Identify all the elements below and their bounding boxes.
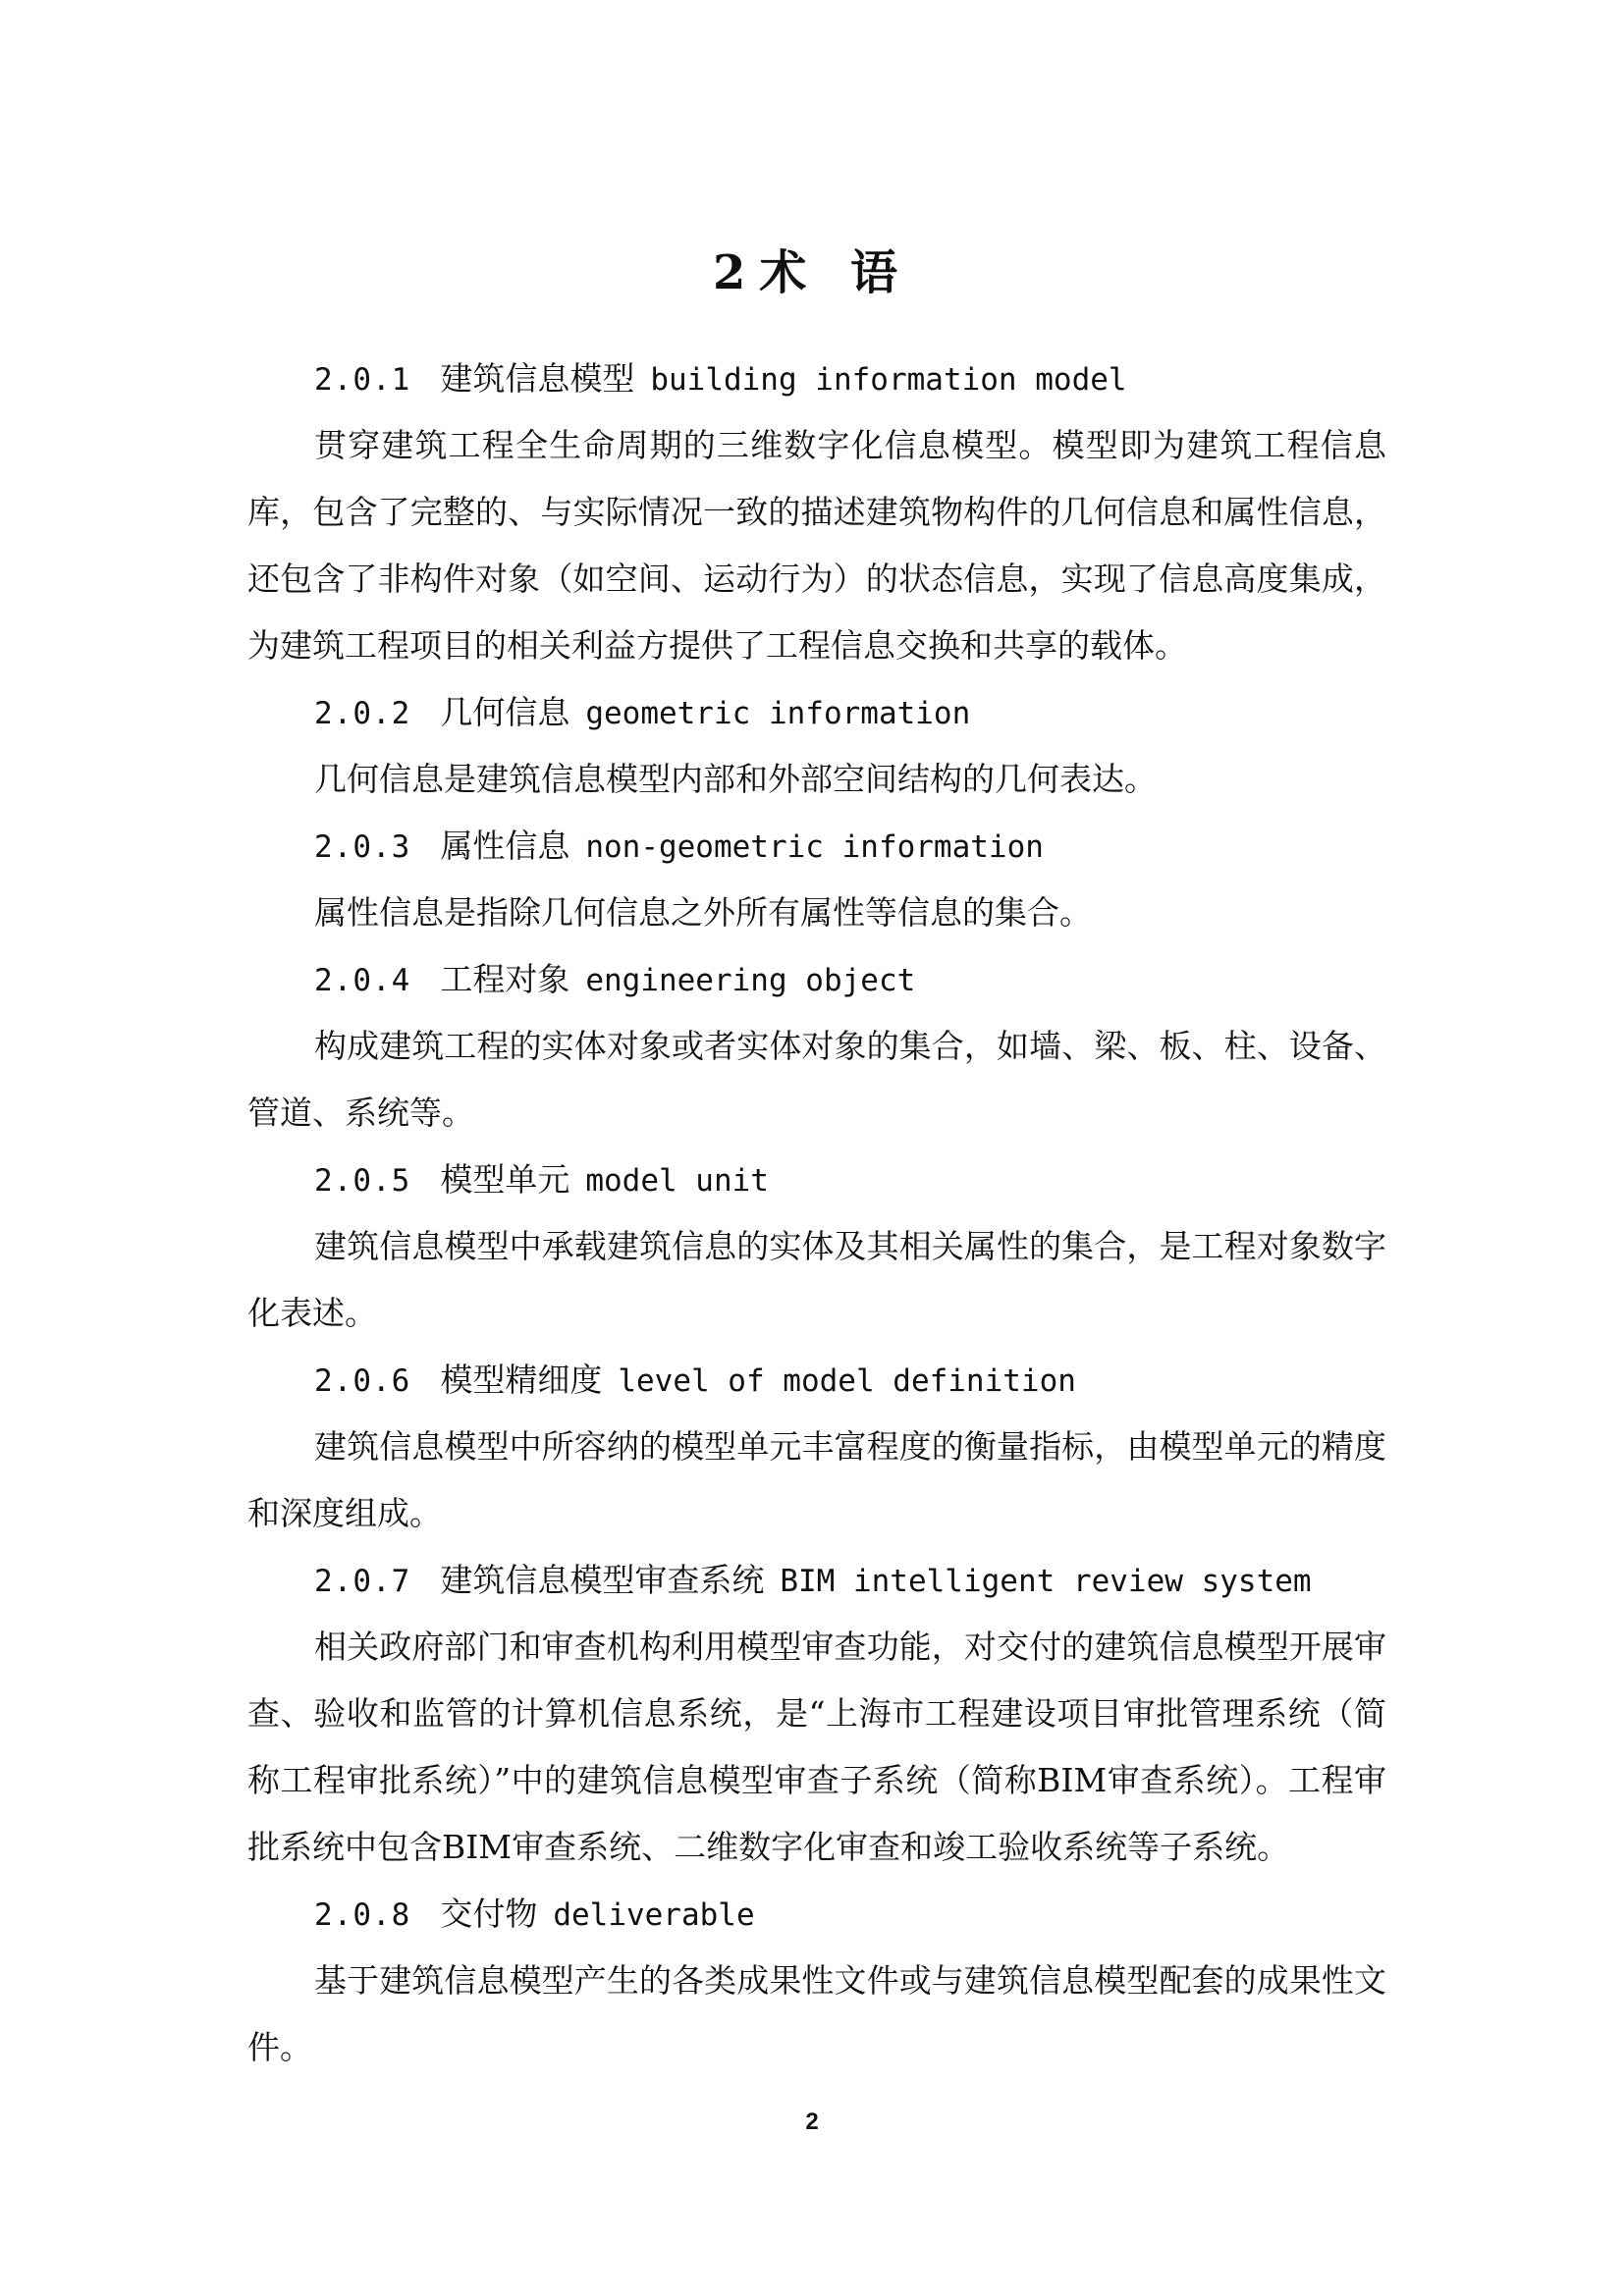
term-english: deliverable [553, 1897, 755, 1933]
term-number: 2.0.5 [314, 1163, 411, 1199]
term-number: 2.0.8 [314, 1897, 411, 1933]
term-chinese: 建筑信息模型审查系统 [440, 1561, 765, 1599]
page-number: 2 [805, 2109, 819, 2135]
terms-list [247, 346, 1386, 2081]
term-english: level of model definition [618, 1363, 1076, 1399]
term-english: geometric information [585, 696, 971, 731]
term-english: BIM intelligent review system [780, 1564, 1312, 1599]
term-heading [247, 813, 1386, 880]
term-definition: 贯穿建筑工程全生命周期的三维数字化信息模型。模型即为建筑工程信息库，包含了完整的、与实际情况一致的描述建筑物构件的几何信息和属性信息，还包含了非构件对象（如空间、运动行为）的状态信息，实现了信息高度集成，为建筑工程项目的相关利益方提供了工程信息交换和共享的载体。 [247, 426, 1386, 665]
term-definition: 相关政府部门和审查机构利用模型审查功能，对交付的建筑信息模型开展审查、验收和监管的计算机信息系统，是“上海市工程建设项目审批管理系统（简称工程审批系统）”中的建筑信息模型审查子系统（简称BIM审查系统）。工程审批系统中包含BIM审查系统、二维数字化审查和竣工验收系统等子系统。 [247, 1628, 1386, 1866]
term-definition: 基于建筑信息模型产生的各类成果性文件或与建筑信息模型配套的成果性文件。 [247, 1961, 1386, 2066]
term-english: building information model [650, 362, 1127, 398]
term-entry-2-0-6 [247, 1347, 1386, 1547]
term-chinese: 几何信息 [440, 693, 570, 731]
term-definition: 属性信息是指除几何信息之外所有属性等信息的集合。 [314, 893, 1092, 932]
term-heading [247, 679, 1386, 746]
term-english: engineering object [585, 963, 916, 998]
term-number: 2.0.2 [314, 696, 411, 731]
term-chinese: 交付物 [440, 1895, 538, 1933]
term-entry-2-0-3 [247, 813, 1386, 946]
term-english: model unit [585, 1163, 769, 1199]
term-definition: 建筑信息模型中承载建筑信息的实体及其相关属性的集合，是工程对象数字化表述。 [247, 1227, 1386, 1332]
term-chinese: 模型单元 [440, 1160, 570, 1199]
term-chinese: 建筑信息模型 [440, 359, 635, 398]
term-entry-2-0-7 [247, 1547, 1386, 1881]
term-number: 2.0.3 [314, 829, 411, 865]
term-heading [247, 946, 1386, 1013]
term-entry-2-0-4 [247, 946, 1386, 1147]
term-entry-2-0-8 [247, 1881, 1386, 2081]
term-entry-2-0-2 [247, 679, 1386, 813]
term-english: non-geometric information [585, 829, 1044, 865]
chapter-title: 2术 语 [712, 245, 912, 300]
term-definition: 构成建筑工程的实体对象或者实体对象的集合，如墙、梁、板、柱、设备、管道、系统等。 [247, 1027, 1386, 1132]
term-chinese: 模型精细度 [440, 1361, 603, 1399]
term-entry-2-0-5 [247, 1147, 1386, 1347]
term-heading [247, 1547, 1386, 1614]
term-chinese: 工程对象 [440, 960, 570, 998]
term-heading [247, 346, 1386, 412]
term-number: 2.0.7 [314, 1564, 411, 1599]
term-number: 2.0.4 [314, 963, 411, 998]
term-heading [247, 1147, 1386, 1213]
term-entry-2-0-1 [247, 346, 1386, 679]
term-chinese: 属性信息 [440, 827, 570, 865]
term-heading [247, 1347, 1386, 1414]
term-heading [247, 1881, 1386, 1948]
term-number: 2.0.1 [314, 362, 411, 398]
term-definition: 建筑信息模型中所容纳的模型单元丰富程度的衡量指标，由模型单元的精度和深度组成。 [247, 1427, 1386, 1532]
term-number: 2.0.6 [314, 1363, 411, 1399]
term-definition: 几何信息是建筑信息模型内部和外部空间结构的几何表达。 [314, 760, 1157, 798]
